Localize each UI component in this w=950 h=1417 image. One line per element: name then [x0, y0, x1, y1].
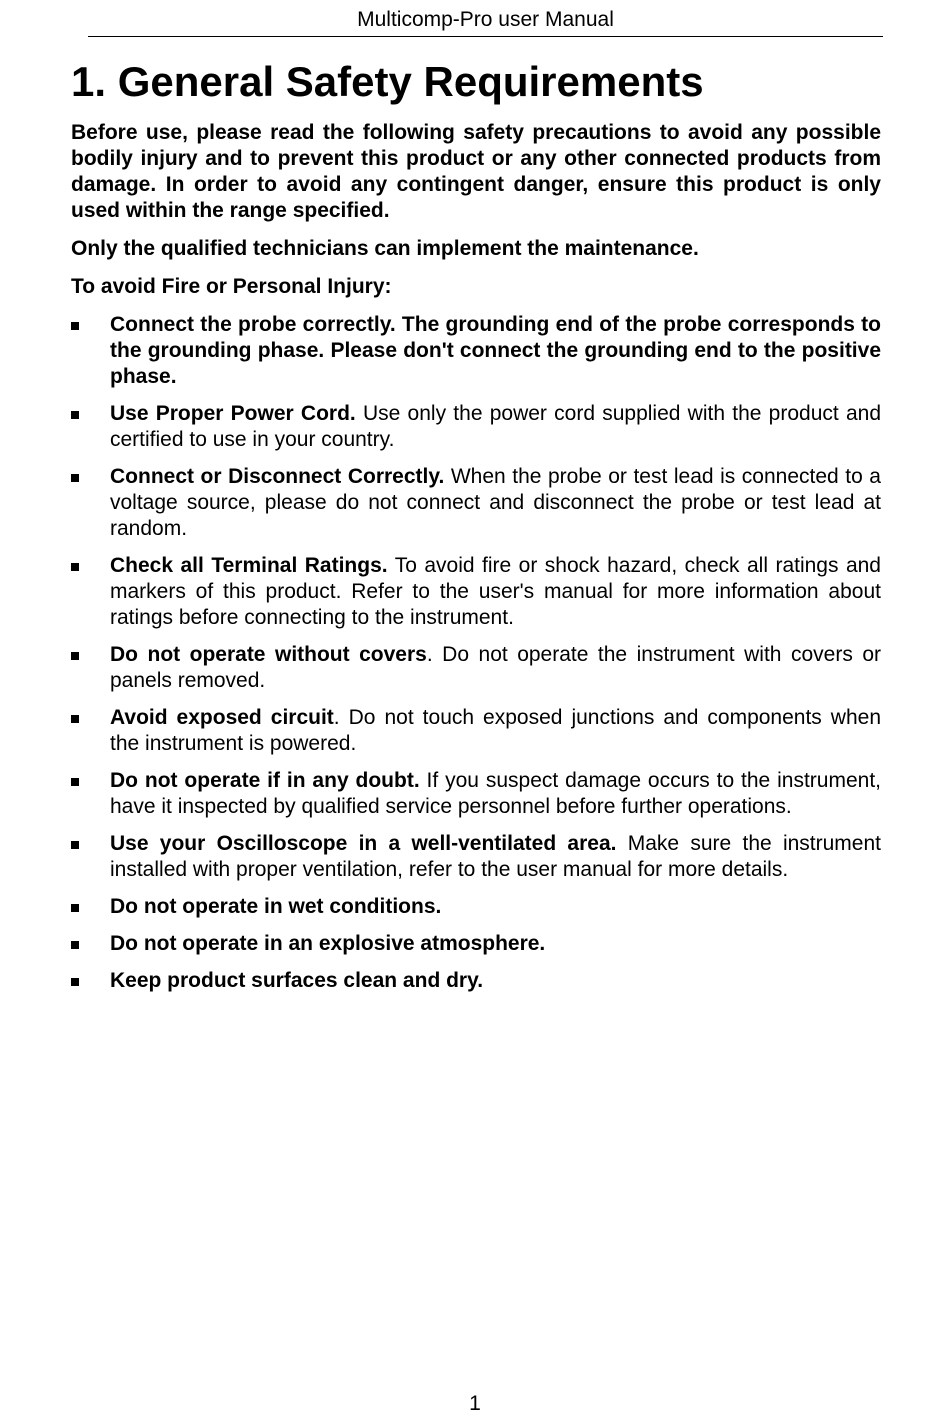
- item-lead: Avoid exposed circuit: [110, 706, 334, 729]
- item-text: . Do not operate the instrument with covers or panels removed.: [110, 643, 881, 692]
- square-bullet-icon: [71, 778, 79, 786]
- safety-list: [71, 312, 881, 994]
- square-bullet-icon: [71, 322, 79, 330]
- item-lead: Do not operate in wet conditions.: [110, 895, 442, 918]
- square-bullet-icon: [71, 474, 79, 482]
- list-item: [71, 553, 881, 631]
- item-text: Use only the power cord supplied with the product and certified to use in your country.: [110, 402, 881, 451]
- item-lead: Connect or Disconnect Correctly.: [110, 465, 445, 488]
- page-content: [71, 56, 881, 1005]
- list-item: [71, 401, 881, 453]
- item-lead: Connect the probe correctly. The grounding end of the probe corresponds to the grounding phase. Please don't connect the grounding end to the positive phase.: [110, 313, 881, 388]
- square-bullet-icon: [71, 904, 79, 912]
- item-lead: Use Proper Power Cord.: [110, 402, 356, 425]
- list-item: [71, 894, 881, 920]
- list-item: [71, 931, 881, 957]
- item-lead: Do not operate in an explosive atmosphere.: [110, 932, 546, 955]
- item-lead: Do not operate without covers: [110, 643, 427, 666]
- page-title: 1. General Safety Requirements: [71, 58, 704, 105]
- square-bullet-icon: [71, 715, 79, 723]
- list-item: [71, 705, 881, 757]
- item-text: If you suspect damage occurs to the instrument, have it inspected by qualified service personnel before further operations.: [110, 769, 881, 818]
- item-text: When the probe or test lead is connected to a voltage source, please do not connect and disconnect the probe or test lead at random.: [110, 465, 881, 540]
- page-number: 1: [469, 1392, 481, 1415]
- square-bullet-icon: [71, 841, 79, 849]
- square-bullet-icon: [71, 563, 79, 571]
- item-lead: Use your Oscilloscope in a well-ventilated area.: [110, 832, 617, 855]
- item-lead: Keep product surfaces clean and dry.: [110, 969, 484, 992]
- list-item: [71, 312, 881, 390]
- list-item: [71, 968, 881, 994]
- list-heading: To avoid Fire or Personal Injury:: [71, 275, 392, 298]
- item-lead: Check all Terminal Ratings.: [110, 554, 388, 577]
- item-lead: Do not operate if in any doubt.: [110, 769, 420, 792]
- square-bullet-icon: [71, 941, 79, 949]
- square-bullet-icon: [71, 411, 79, 419]
- square-bullet-icon: [71, 652, 79, 660]
- item-text: To avoid fire or shock hazard, check all ratings and markers of this product. Refer to the user's manual for more information about ratings before connecting to the instrument.: [110, 554, 881, 629]
- maintenance-note: Only the qualified technicians can implement the maintenance.: [71, 237, 699, 260]
- item-text: . Do not touch exposed junctions and components when the instrument is powered.: [110, 706, 882, 755]
- list-item: [71, 464, 881, 542]
- list-item: [71, 768, 881, 820]
- item-text: Make sure the instrument installed with proper ventilation, refer to the user manual for more details.: [110, 832, 881, 881]
- list-item: [71, 831, 881, 883]
- list-item: [71, 642, 881, 694]
- intro-paragraph: Before use, please read the following safety precautions to avoid any possible bodily injury and to prevent this product or any other connected products from damage. In order to avoid any contingent danger, ensure this product is only used within the range specified.: [71, 121, 881, 222]
- square-bullet-icon: [71, 978, 79, 986]
- running-header: Multicomp-Pro user Manual: [88, 6, 883, 37]
